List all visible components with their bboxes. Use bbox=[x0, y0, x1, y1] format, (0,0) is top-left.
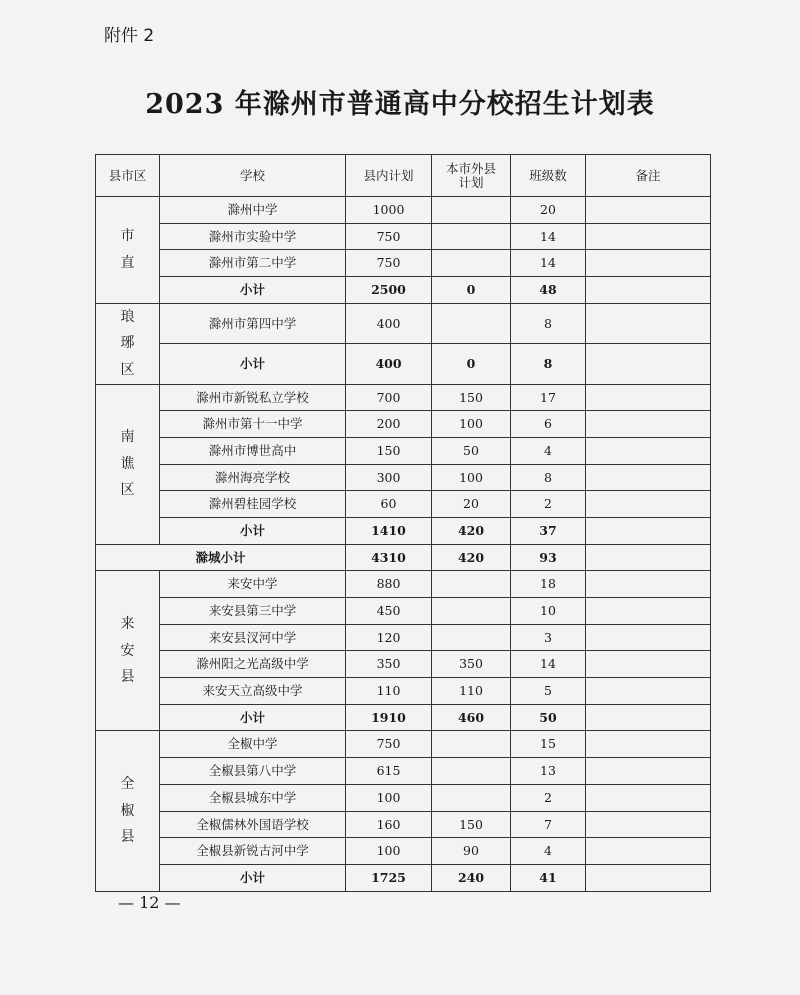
out-county-plan bbox=[432, 624, 511, 651]
table-row bbox=[96, 384, 711, 411]
table-row bbox=[96, 784, 711, 811]
subtotal-row bbox=[96, 864, 711, 891]
school-name: 滁州市新锐私立学校 bbox=[160, 384, 346, 411]
subtotal-classes: 37 bbox=[511, 517, 586, 544]
class-count: 20 bbox=[511, 197, 586, 224]
class-count: 15 bbox=[511, 731, 586, 758]
in-county-plan: 450 bbox=[346, 598, 432, 625]
class-count: 18 bbox=[511, 571, 586, 598]
subtotal-label: 小计 bbox=[160, 277, 346, 304]
class-count: 2 bbox=[511, 491, 586, 518]
in-county-plan: 300 bbox=[346, 464, 432, 491]
note-cell bbox=[586, 384, 711, 411]
table-row bbox=[96, 598, 711, 625]
district-cell bbox=[96, 384, 160, 544]
class-count: 5 bbox=[511, 678, 586, 705]
table-row bbox=[96, 303, 711, 343]
note-cell bbox=[586, 758, 711, 785]
header-in-county-plan: 县内计划 bbox=[346, 155, 432, 197]
class-count: 14 bbox=[511, 651, 586, 678]
in-county-plan: 750 bbox=[346, 223, 432, 250]
in-county-plan: 150 bbox=[346, 437, 432, 464]
district-cell bbox=[96, 303, 160, 384]
subtotal-out-county: 0 bbox=[432, 344, 511, 384]
class-count: 14 bbox=[511, 223, 586, 250]
chucheng-total-row bbox=[96, 544, 711, 571]
subtotal-row bbox=[96, 517, 711, 544]
table-row bbox=[96, 758, 711, 785]
subtotal-note bbox=[586, 344, 711, 384]
table-row bbox=[96, 678, 711, 705]
subtotal-note bbox=[586, 517, 711, 544]
note-cell bbox=[586, 784, 711, 811]
table-row bbox=[96, 838, 711, 865]
subtotal-classes: 48 bbox=[511, 277, 586, 304]
district-name: 市 直 bbox=[120, 228, 135, 271]
class-count: 8 bbox=[511, 464, 586, 491]
table-row bbox=[96, 464, 711, 491]
subtotal-classes: 41 bbox=[511, 864, 586, 891]
district-cell bbox=[96, 571, 160, 731]
district-cell bbox=[96, 197, 160, 304]
table-row bbox=[96, 411, 711, 438]
out-county-plan: 100 bbox=[432, 464, 511, 491]
note-cell bbox=[586, 303, 711, 343]
in-county-plan: 110 bbox=[346, 678, 432, 705]
table-row bbox=[96, 651, 711, 678]
out-county-plan bbox=[432, 598, 511, 625]
chucheng-total-classes: 93 bbox=[511, 544, 586, 571]
out-county-plan: 90 bbox=[432, 838, 511, 865]
table-body-total bbox=[96, 544, 711, 571]
table-row bbox=[96, 811, 711, 838]
class-count: 13 bbox=[511, 758, 586, 785]
header-district: 县市区 bbox=[96, 155, 160, 197]
note-cell bbox=[586, 437, 711, 464]
class-count: 2 bbox=[511, 784, 586, 811]
in-county-plan: 750 bbox=[346, 731, 432, 758]
subtotal-out-county: 420 bbox=[432, 517, 511, 544]
table-row bbox=[96, 571, 711, 598]
chucheng-total-out-county: 420 bbox=[432, 544, 511, 571]
out-county-plan: 110 bbox=[432, 678, 511, 705]
in-county-plan: 160 bbox=[346, 811, 432, 838]
note-cell bbox=[586, 197, 711, 224]
school-name: 滁州市第十一中学 bbox=[160, 411, 346, 438]
chucheng-total-in-county: 4310 bbox=[346, 544, 432, 571]
subtotal-out-county: 240 bbox=[432, 864, 511, 891]
school-name: 滁州中学 bbox=[160, 197, 346, 224]
school-name: 滁州碧桂园学校 bbox=[160, 491, 346, 518]
table-row bbox=[96, 250, 711, 277]
school-name: 滁州市第二中学 bbox=[160, 250, 346, 277]
note-cell bbox=[586, 678, 711, 705]
class-count: 4 bbox=[511, 838, 586, 865]
class-count: 14 bbox=[511, 250, 586, 277]
note-cell bbox=[586, 223, 711, 250]
in-county-plan: 200 bbox=[346, 411, 432, 438]
class-count: 3 bbox=[511, 624, 586, 651]
in-county-plan: 100 bbox=[346, 838, 432, 865]
subtotal-label: 小计 bbox=[160, 517, 346, 544]
in-county-plan: 100 bbox=[346, 784, 432, 811]
header-school: 学校 bbox=[160, 155, 346, 197]
subtotal-classes: 50 bbox=[511, 704, 586, 731]
note-cell bbox=[586, 651, 711, 678]
school-name: 滁州阳之光高级中学 bbox=[160, 651, 346, 678]
out-county-plan: 20 bbox=[432, 491, 511, 518]
out-county-plan: 100 bbox=[432, 411, 511, 438]
in-county-plan: 880 bbox=[346, 571, 432, 598]
school-name: 全椒县城东中学 bbox=[160, 784, 346, 811]
out-county-plan bbox=[432, 784, 511, 811]
note-cell bbox=[586, 838, 711, 865]
enrollment-plan-table bbox=[95, 154, 711, 892]
subtotal-label: 小计 bbox=[160, 864, 346, 891]
school-name: 来安中学 bbox=[160, 571, 346, 598]
note-cell bbox=[586, 491, 711, 518]
district-name: 全 椒 县 bbox=[120, 776, 135, 846]
subtotal-note bbox=[586, 704, 711, 731]
header-classes: 班级数 bbox=[511, 155, 586, 197]
school-name: 全椒中学 bbox=[160, 731, 346, 758]
class-count: 17 bbox=[511, 384, 586, 411]
subtotal-note bbox=[586, 277, 711, 304]
out-county-plan bbox=[432, 758, 511, 785]
school-name: 全椒儒林外国语学校 bbox=[160, 811, 346, 838]
subtotal-in-county: 1410 bbox=[346, 517, 432, 544]
subtotal-classes: 8 bbox=[511, 344, 586, 384]
note-cell bbox=[586, 464, 711, 491]
note-cell bbox=[586, 624, 711, 651]
subtotal-in-county: 1910 bbox=[346, 704, 432, 731]
chucheng-total-label: 滁城小计 bbox=[96, 544, 346, 571]
class-count: 7 bbox=[511, 811, 586, 838]
note-cell bbox=[586, 250, 711, 277]
note-cell bbox=[586, 411, 711, 438]
school-name: 全椒县新锐古河中学 bbox=[160, 838, 346, 865]
school-name: 来安天立高级中学 bbox=[160, 678, 346, 705]
school-name: 全椒县第八中学 bbox=[160, 758, 346, 785]
district-cell bbox=[96, 731, 160, 891]
district-name: 来 安 县 bbox=[120, 616, 135, 686]
subtotal-in-county: 1725 bbox=[346, 864, 432, 891]
subtotal-out-county: 460 bbox=[432, 704, 511, 731]
subtotal-in-county: 400 bbox=[346, 344, 432, 384]
district-name: 琅 琊 区 bbox=[120, 308, 135, 378]
school-name: 来安县第三中学 bbox=[160, 598, 346, 625]
note-cell bbox=[586, 571, 711, 598]
out-county-plan bbox=[432, 571, 511, 598]
subtotal-label: 小计 bbox=[160, 704, 346, 731]
chucheng-total-note bbox=[586, 544, 711, 571]
out-county-plan: 50 bbox=[432, 437, 511, 464]
in-county-plan: 120 bbox=[346, 624, 432, 651]
table-body-counties bbox=[96, 571, 711, 891]
class-count: 8 bbox=[511, 303, 586, 343]
note-cell bbox=[586, 731, 711, 758]
table-row bbox=[96, 624, 711, 651]
subtotal-row bbox=[96, 704, 711, 731]
class-count: 10 bbox=[511, 598, 586, 625]
subtotal-row bbox=[96, 344, 711, 384]
in-county-plan: 350 bbox=[346, 651, 432, 678]
document-title: 2023 年滁州市普通高中分校招生计划表 bbox=[145, 89, 655, 120]
out-county-plan: 150 bbox=[432, 384, 511, 411]
school-name: 来安县汊河中学 bbox=[160, 624, 346, 651]
in-county-plan: 615 bbox=[346, 758, 432, 785]
school-name: 滁州海亮学校 bbox=[160, 464, 346, 491]
in-county-plan: 60 bbox=[346, 491, 432, 518]
subtotal-note bbox=[586, 864, 711, 891]
table-row bbox=[96, 491, 711, 518]
subtotal-label: 小计 bbox=[160, 344, 346, 384]
table-row bbox=[96, 223, 711, 250]
table-body-chucheng bbox=[96, 197, 711, 545]
subtotal-out-county: 0 bbox=[432, 277, 511, 304]
out-county-plan bbox=[432, 197, 511, 224]
out-county-plan bbox=[432, 731, 511, 758]
in-county-plan: 1000 bbox=[346, 197, 432, 224]
out-county-plan: 350 bbox=[432, 651, 511, 678]
header-note: 备注 bbox=[586, 155, 711, 197]
note-cell bbox=[586, 811, 711, 838]
subtotal-row bbox=[96, 277, 711, 304]
in-county-plan: 400 bbox=[346, 303, 432, 343]
header-out-county-plan: 本市外县 计划 bbox=[432, 155, 511, 197]
table-row bbox=[96, 197, 711, 224]
out-county-plan bbox=[432, 250, 511, 277]
out-county-plan bbox=[432, 223, 511, 250]
note-cell bbox=[586, 598, 711, 625]
class-count: 4 bbox=[511, 437, 586, 464]
district-name: 南 谯 区 bbox=[120, 429, 135, 499]
in-county-plan: 700 bbox=[346, 384, 432, 411]
in-county-plan: 750 bbox=[346, 250, 432, 277]
page-number: — 12 — bbox=[118, 893, 181, 912]
out-county-plan bbox=[432, 303, 511, 343]
attachment-label: 附件 2 bbox=[104, 26, 155, 46]
school-name: 滁州市博世高中 bbox=[160, 437, 346, 464]
table-row bbox=[96, 437, 711, 464]
subtotal-in-county: 2500 bbox=[346, 277, 432, 304]
class-count: 6 bbox=[511, 411, 586, 438]
out-county-plan: 150 bbox=[432, 811, 511, 838]
table-header-row bbox=[96, 155, 711, 197]
school-name: 滁州市实验中学 bbox=[160, 223, 346, 250]
school-name: 滁州市第四中学 bbox=[160, 303, 346, 343]
table-row bbox=[96, 731, 711, 758]
